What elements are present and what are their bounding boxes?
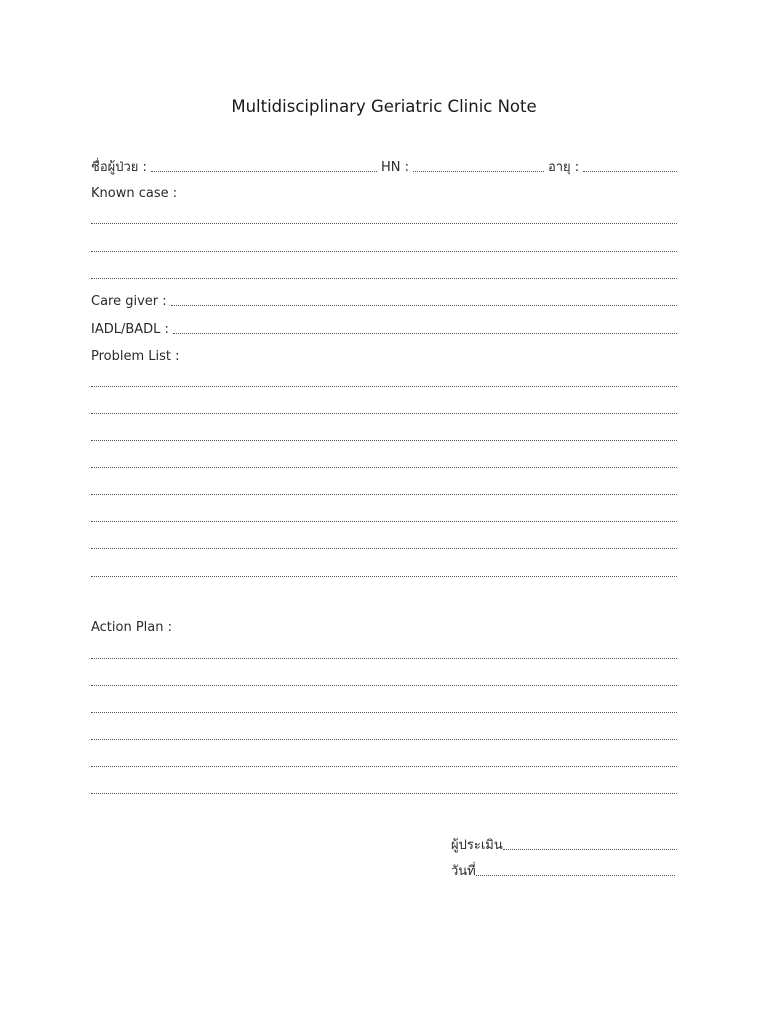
care-giver-row	[91, 290, 677, 310]
assessor-field[interactable]	[503, 849, 677, 850]
action-plan-line[interactable]	[91, 712, 677, 713]
iadl-badl-row	[91, 318, 677, 338]
hn-label: HN :	[380, 160, 409, 175]
known-case-line[interactable]	[91, 251, 677, 252]
action-plan-label: Action Plan :	[91, 620, 173, 635]
known-case-line[interactable]	[91, 278, 677, 279]
problem-list-line[interactable]	[91, 467, 677, 468]
care-giver-label: Care giver :	[91, 294, 167, 309]
age-field[interactable]	[583, 171, 677, 172]
problem-list-line[interactable]	[91, 548, 677, 549]
problem-list-label: Problem List :	[91, 349, 180, 364]
action-plan-line[interactable]	[91, 793, 677, 794]
problem-list-line[interactable]	[91, 494, 677, 495]
problem-list-line[interactable]	[91, 386, 677, 387]
action-plan-line[interactable]	[91, 658, 677, 659]
care-giver-field[interactable]	[171, 305, 677, 306]
date-label: วันที่	[451, 864, 476, 879]
hn-field[interactable]	[413, 171, 544, 172]
problem-list-line[interactable]	[91, 440, 677, 441]
action-plan-line[interactable]	[91, 739, 677, 740]
patient-name-label: ชื่อผู้ป่วย :	[91, 160, 147, 175]
assessor-label: ผู้ประเมิน	[451, 838, 503, 853]
date-field[interactable]	[476, 875, 675, 876]
iadl-badl-label: IADL/BADL :	[91, 322, 169, 337]
problem-list-line[interactable]	[91, 413, 677, 414]
action-plan-line[interactable]	[91, 685, 677, 686]
assessor-row	[451, 834, 677, 854]
problem-list-line[interactable]	[91, 521, 677, 522]
problem-list-line[interactable]	[91, 576, 677, 577]
patient-info-row	[91, 156, 677, 176]
page-title: Multidisciplinary Geriatric Clinic Note	[231, 97, 537, 116]
patient-name-field[interactable]	[151, 171, 377, 172]
known-case-label: Known case :	[91, 186, 178, 201]
action-plan-line[interactable]	[91, 766, 677, 767]
date-row	[451, 860, 677, 880]
known-case-line[interactable]	[91, 223, 677, 224]
iadl-badl-field[interactable]	[173, 333, 677, 334]
age-label: อายุ :	[547, 160, 580, 175]
